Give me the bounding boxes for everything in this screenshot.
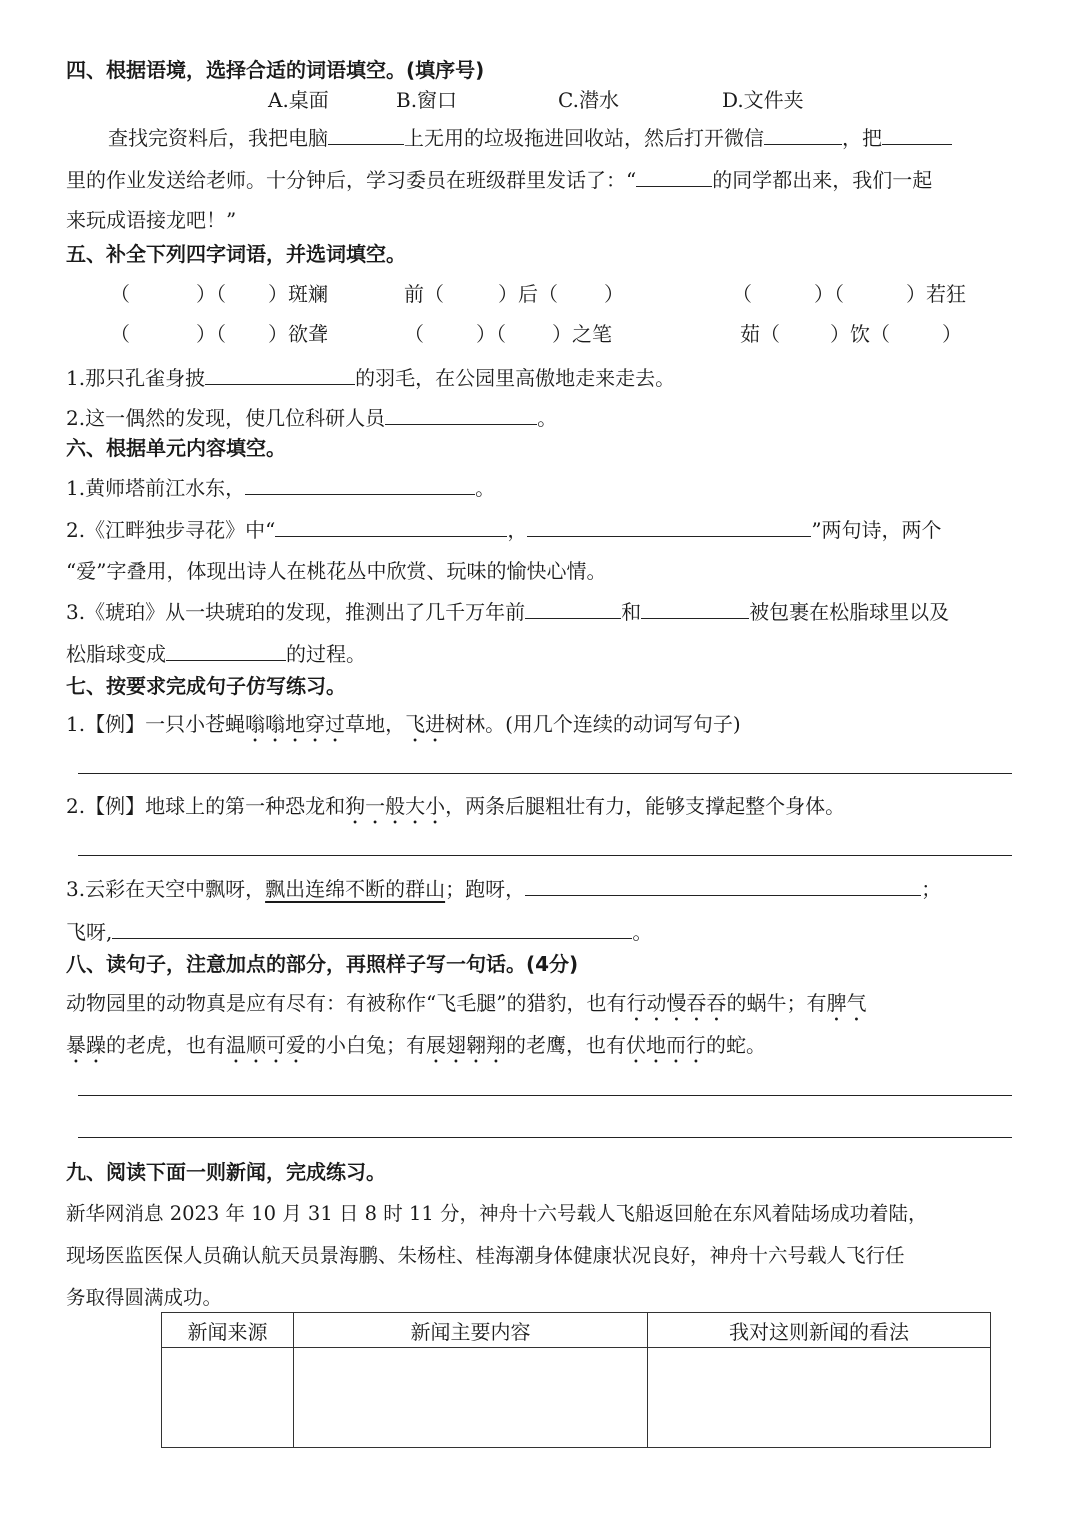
- s7-question-3-cont: [66, 918, 652, 946]
- s8-text: 动物园里的动物真是应有尽有：有被称作“飞毛腿”的猎豹，也有: [66, 991, 627, 1015]
- s5-q1-text: 1.那只孔雀身披: [66, 366, 206, 390]
- s6-q3-text: 被包裹在松脂球里以及: [749, 600, 950, 624]
- table-cell-source[interactable]: [162, 1348, 294, 1448]
- s6-q2-text: 2.《江畔独步寻花》中“: [66, 518, 276, 542]
- table-cell-content[interactable]: [294, 1348, 648, 1448]
- s8-text: 的老虎，也有: [106, 1033, 226, 1057]
- section-4-heading: 四、根据语境，选择合适的词语填空。(填序号): [66, 58, 485, 82]
- s6-q2-text: ，: [507, 518, 528, 542]
- table-header-opinion: 我对这则新闻的看法: [648, 1313, 991, 1348]
- idiom-6-mid: ）饮（: [830, 322, 890, 346]
- s7-e3-text: 3.云彩在天空中飘呀，: [66, 877, 266, 901]
- blank-6[interactable]: [385, 406, 537, 425]
- s7-example-1: [66, 710, 741, 747]
- idiom-6-front: 茹（: [740, 322, 780, 346]
- s6-question-1: [66, 474, 495, 502]
- s6-question-3-cont: [66, 640, 366, 668]
- idiom-5: （ ）（ ）之笔: [404, 322, 612, 346]
- answer-line-3[interactable]: [78, 1095, 1012, 1096]
- section-8-heading: 八、读句子，注意加点的部分，再照样子写一句话。(4分): [66, 952, 579, 976]
- s8-dotted: 脾气: [826, 991, 867, 1015]
- s8-dotted: 暴躁: [66, 1033, 106, 1057]
- s6-q1-text: 1.黄师塔前江水东，: [66, 476, 246, 500]
- idiom-1-text: 斑斓: [288, 282, 328, 306]
- s7-e3-text: 。: [632, 920, 653, 944]
- blank-8[interactable]: [275, 518, 507, 537]
- news-line-1: 新华网消息 2023 年 10 月 31 日 8 时 11 分，神舟十六号载人飞船返回舱在东风着陆场成功着陆，: [66, 1202, 928, 1225]
- option-a: A.桌面: [268, 88, 329, 112]
- idiom-1: （ ）（ ）斑斓: [110, 282, 328, 306]
- blank-12[interactable]: [166, 642, 286, 661]
- answer-line-4[interactable]: [78, 1137, 1012, 1138]
- s8-dotted: 展翅翱翔: [426, 1033, 506, 1057]
- section-6-heading: 六、根据单元内容填空。: [66, 436, 286, 460]
- answer-line-1[interactable]: [78, 773, 1012, 774]
- s8-text: 的小白兔；有: [306, 1033, 426, 1057]
- option-c: C.潜水: [558, 88, 619, 112]
- blank-2[interactable]: [764, 126, 842, 145]
- answer-line-2[interactable]: [78, 855, 1012, 856]
- table-cell-opinion[interactable]: [648, 1348, 991, 1448]
- blank-1[interactable]: [328, 126, 404, 145]
- s8-passage-line-2: [66, 1031, 766, 1068]
- section-9-heading: 九、阅读下面一则新闻，完成练习。: [66, 1160, 386, 1184]
- option-d: D.文件夹: [722, 88, 804, 112]
- news-line-2: 现场医监医保人员确认航天员景海鹏、朱杨柱、桂海潮身体健康状况良好，神舟十六号载人飞行任: [66, 1244, 905, 1267]
- blank-3[interactable]: [882, 126, 952, 145]
- section-5-heading: 五、补全下列四字词语，并选词填空。: [66, 242, 406, 266]
- s7-question-3: [66, 875, 941, 903]
- s7-e2-text: 2.【例】地球上的第一种恐龙和: [66, 794, 346, 818]
- s8-text: 的蛇。: [706, 1033, 766, 1057]
- table-header-source: 新闻来源: [162, 1313, 294, 1348]
- table-header-content: 新闻主要内容: [294, 1313, 648, 1348]
- s7-e1-text: 1.【例】一只小苍蝇: [66, 712, 246, 736]
- blank-4[interactable]: [636, 168, 712, 187]
- s5-q1-text: 的羽毛，在公园里高傲地走来走去。: [355, 366, 676, 390]
- s6-q3-text: 3.《琥珀》从一块琥珀的发现，推测出了几千万年前: [66, 600, 526, 624]
- blank-5[interactable]: [205, 366, 355, 385]
- idiom-4-text: 欲聋: [288, 322, 328, 346]
- s4-text: ，把: [842, 126, 882, 150]
- s5-question-1: [66, 364, 675, 392]
- s8-dotted: 温顺可爱: [226, 1033, 306, 1057]
- s7-e3-text: 飞呀,: [66, 920, 113, 944]
- s7-e2-dotted: 狗一般大小: [345, 794, 446, 818]
- s7-e1-dotted: 嗡嗡地穿过: [245, 712, 346, 736]
- s6-q3-text: 松脂球变成: [66, 642, 166, 666]
- s7-e1-dotted: 飞进: [405, 712, 446, 736]
- idiom-3: （ ）（ ）若狂: [732, 282, 966, 306]
- blank-10[interactable]: [525, 600, 621, 619]
- s4-text: 查找完资料后，我把电脑: [108, 126, 328, 150]
- idiom-2-front: 前（: [404, 282, 444, 306]
- s4-paragraph-line-3: 来玩成语接龙吧！”: [66, 208, 237, 232]
- s6-q2-text: ”两句诗，两个: [811, 518, 942, 542]
- s8-passage-line-1: [66, 989, 866, 1026]
- s6-q3-text: 和: [621, 600, 642, 624]
- blank-14[interactable]: [112, 920, 632, 939]
- s4-text: 上无用的垃圾拖进回收站，然后打开微信: [404, 126, 764, 150]
- idiom-6: 茹（ ）饮（ ）: [740, 322, 962, 346]
- section-7-heading: 七、按要求完成句子仿写练习。: [66, 674, 346, 698]
- s5-q2-text: 2.这一偶然的发现，使几位科研人员: [66, 406, 386, 430]
- idiom-2: 前（ ）后（ ）: [404, 282, 624, 306]
- s4-paragraph-line-1: [108, 124, 952, 152]
- s7-e1-text: 树林。(用几个连续的动词写句子): [445, 712, 741, 736]
- idiom-5-text: 之笔: [572, 322, 612, 346]
- s6-question-2: [66, 516, 942, 544]
- s8-text: 的老鹰，也有: [506, 1033, 626, 1057]
- s8-dotted: 伏地而行: [626, 1033, 706, 1057]
- idiom-3-text: 若狂: [926, 282, 966, 306]
- s7-e2-text: ，两条后腿粗壮有力，能够支撑起整个身体。: [445, 794, 846, 818]
- news-line-3: 务取得圆满成功。: [66, 1286, 223, 1309]
- option-b: B.窗口: [396, 88, 458, 112]
- s7-e3-text: ；: [921, 877, 942, 901]
- s4-text: 里的作业发送给老师。十分钟后，学习委员在班级群里发话了：“: [66, 168, 637, 192]
- s8-text: 的蜗牛；有: [726, 991, 827, 1015]
- s4-text: 的同学都出来，我们一起: [712, 168, 933, 192]
- s7-example-2: [66, 792, 845, 829]
- s5-q2-text: 。: [537, 406, 558, 430]
- blank-7[interactable]: [245, 476, 475, 495]
- s6-question-3: [66, 598, 949, 626]
- idiom-2-mid: ）后（: [498, 282, 558, 306]
- s5-question-2: [66, 404, 557, 432]
- s7-e1-text: 草地，: [345, 712, 406, 736]
- blank-13[interactable]: [525, 877, 921, 896]
- s6-q1-text: 。: [475, 476, 496, 500]
- s8-dotted: 行动慢吞吞: [626, 991, 727, 1015]
- blank-9[interactable]: [527, 518, 811, 537]
- blank-11[interactable]: [641, 600, 749, 619]
- s6-question-2-cont: “爱”字叠用，体现出诗人在桃花丛中欣赏、玩味的愉快心情。: [66, 559, 607, 583]
- s7-e3-underlined: 飘出连绵不断的群山: [265, 877, 446, 901]
- news-table: [161, 1312, 991, 1448]
- s4-paragraph-line-2: [66, 166, 932, 194]
- idiom-4: （ ）（ ）欲聋: [110, 322, 328, 346]
- s7-e3-text: ；跑呀，: [445, 877, 526, 901]
- s6-q3-text: 的过程。: [286, 642, 366, 666]
